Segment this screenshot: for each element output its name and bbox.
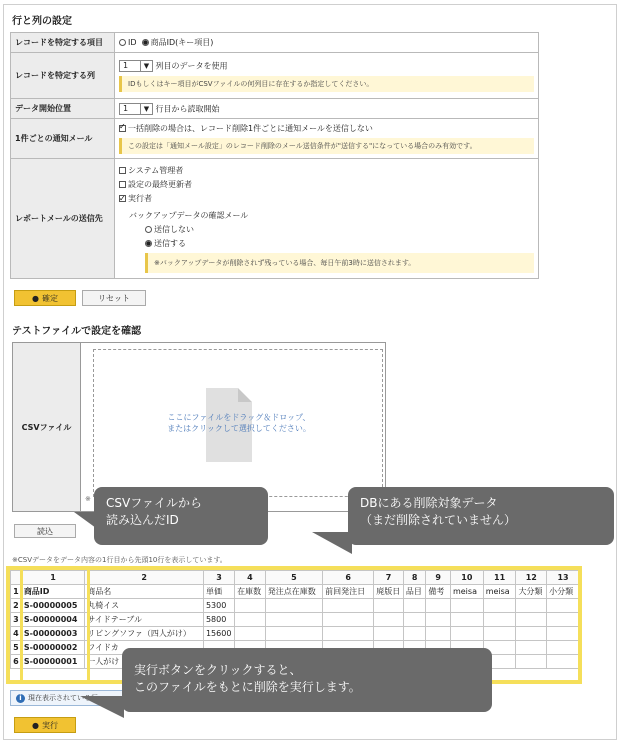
check-circle-icon: ● [32,293,39,303]
start-row-suffix: 行目から読取開始 [155,104,220,113]
table-cell: 在庫数 [235,585,266,599]
backup-radio-yes-label: 送信する [154,239,186,248]
execute-button-label: 実行 [41,720,58,730]
csv-file-label: CSVファイル [13,343,81,511]
callout-exec-line1: 実行ボタンをクリックすると、 [134,663,302,677]
col-number: 8 [403,571,426,585]
info-icon: i [16,694,25,703]
section-title-row-col: 行と列の設定 [12,16,72,27]
reset-button[interactable] [82,290,146,306]
column-select-value: 1 [123,60,129,70]
backup-radio-yes[interactable] [145,240,152,247]
callout-csv-ids [94,487,268,545]
table-cell: 大分類 [516,585,547,599]
callout-db-tail [312,532,352,554]
table-cell: 15600 [203,627,234,641]
settings-table [10,32,539,279]
confirm-button-label: 確定 [41,293,58,303]
radio-product-id[interactable] [142,39,149,46]
table-cell: 丸椅イス [85,599,204,613]
backup-mail-title: バックアップデータの確認メール [129,211,249,220]
callout-db-data [348,487,614,545]
row-number: 5 [11,641,22,655]
notify-mail-note: この設定は「通知メール設定」のレコード削除のメール送信条件が"送信する"になっている場合のみ有効です。 [119,138,534,154]
table-cell: 一人がけ [85,655,204,669]
col-number: 9 [426,571,451,585]
drop-zone-text-1: ここにファイルをドラッグ＆ドロップ、 [167,413,311,422]
table-cell: 品目 [403,585,426,599]
col-number: 6 [323,571,374,585]
confirm-button[interactable] [14,290,76,306]
notify-mail-check-label: 一括削除の場合は、レコード削除1件ごとに通知メールを送信しない [128,124,373,133]
report-mail-cell [115,159,539,279]
record-col-cell [115,53,539,99]
col-number: 10 [450,571,483,585]
row-number: 4 [11,627,22,641]
id-column-highlight [20,566,90,684]
backup-radio-no-label: 送信しない [154,225,194,234]
reset-button-label: リセット [98,293,130,303]
report-check-last-updater-label: 設定の最終更新者 [128,180,192,189]
col-number: 1 [21,571,84,585]
csv-preview-note: ※CSVデータをデータ内容の1行目から先頭10行を表示しています。 [12,556,227,564]
label-start-row: データ開始位置 [11,99,115,119]
start-row-cell [115,99,539,119]
row-number: 6 [11,655,22,669]
start-row-select[interactable] [119,103,153,115]
table-cell: S-00000003 [21,627,84,641]
backup-note: ※バックアップデータが削除されず残っている場合、毎日午前3時に送信されます。 [145,253,534,273]
callout-db-line2: （まだ削除されていません） [360,513,517,527]
notify-mail-checkbox[interactable] [119,125,126,132]
load-button-label: 読込 [37,526,53,536]
callout-execute-tail [80,696,124,718]
table-cell: meisa [450,585,483,599]
report-check-admin[interactable] [119,167,126,174]
csv-hint-mark: ※ [85,495,91,503]
col-number: 13 [547,571,580,585]
section-title-test-file: テストファイルで設定を確認 [12,326,142,337]
radio-id-label: ID [128,38,137,47]
report-check-executor[interactable] [119,195,126,202]
callout-db-line1: DBにある削除対象データ [360,496,498,510]
notify-mail-cell [115,119,539,159]
radio-product-id-label: 商品ID(キー項目) [150,38,214,47]
column-select[interactable] [119,60,153,72]
table-cell: 前回発注日 [323,585,374,599]
row-number: 1 [11,585,22,599]
report-check-admin-label: システム管理者 [128,166,184,175]
callout-exec-line2: このファイルをもとに削除を実行します。 [134,680,361,694]
column-select-suffix: 列目のデータを使用 [155,61,228,70]
label-report-mail: レポートメールの送信先 [11,159,115,279]
table-cell: 小分類 [547,585,580,599]
table-cell: S-00000005 [21,599,84,613]
record-item-options [115,33,539,53]
table-cell: 廃版日 [374,585,404,599]
callout-execute [122,648,492,712]
load-button[interactable] [14,524,76,538]
col-number: 2 [85,571,204,585]
col-number: 11 [483,571,516,585]
check-circle-icon: ● [32,720,39,730]
table-cell: 5800 [203,613,234,627]
table-cell: 5300 [203,599,234,613]
radio-id[interactable] [119,39,126,46]
info-bar-text: 現在表示されている行 [28,694,98,702]
table-cell: 発注点在庫数 [265,585,322,599]
table-cell: S-00000002 [21,641,84,655]
label-record-item: レコードを特定する項目 [11,33,115,53]
record-col-note: IDもしくはキー項目がCSVファイルの何列目に存在するか指定してください。 [119,76,534,92]
table-cell: ワイドカ [85,641,204,655]
callout-csv-ids-line1: CSVファイルから [106,496,202,510]
table-cell: 商品ID [21,585,84,599]
table-cell: meisa [483,585,516,599]
execute-button[interactable] [14,717,76,733]
callout-csv-ids-line2: 読み込んだID [106,513,179,527]
chevron-down-icon: ▼ [140,104,152,114]
table-cell: サイドテーブル [85,613,204,627]
backup-radio-no[interactable] [145,226,152,233]
table-cell: 単価 [203,585,234,599]
report-check-executor-label: 実行者 [128,194,152,203]
col-number: 5 [265,571,322,585]
table-cell: S-00000004 [21,613,84,627]
col-number: 3 [203,571,234,585]
drop-zone-text-2: またはクリックして選択してください。 [167,424,311,433]
col-number: 12 [516,571,547,585]
col-number: 7 [374,571,404,585]
table-cell: S-00000001 [21,655,84,669]
col-number: 4 [235,571,266,585]
table-cell: 備考 [426,585,451,599]
report-check-last-updater[interactable] [119,181,126,188]
drop-zone-text [154,412,324,434]
table-cell: リビングソファ（四人がけ） [85,627,204,641]
row-number: 3 [11,613,22,627]
csv-drop-zone[interactable] [93,349,383,497]
label-notify-mail: 1件ごとの通知メール [11,119,115,159]
start-row-select-value: 1 [123,103,129,113]
callout-csv-ids-tail [74,512,96,528]
table-cell: 商品名 [85,585,204,599]
chevron-down-icon: ▼ [140,61,152,71]
row-number: 2 [11,599,22,613]
label-record-col: レコードを特定する列 [11,53,115,99]
